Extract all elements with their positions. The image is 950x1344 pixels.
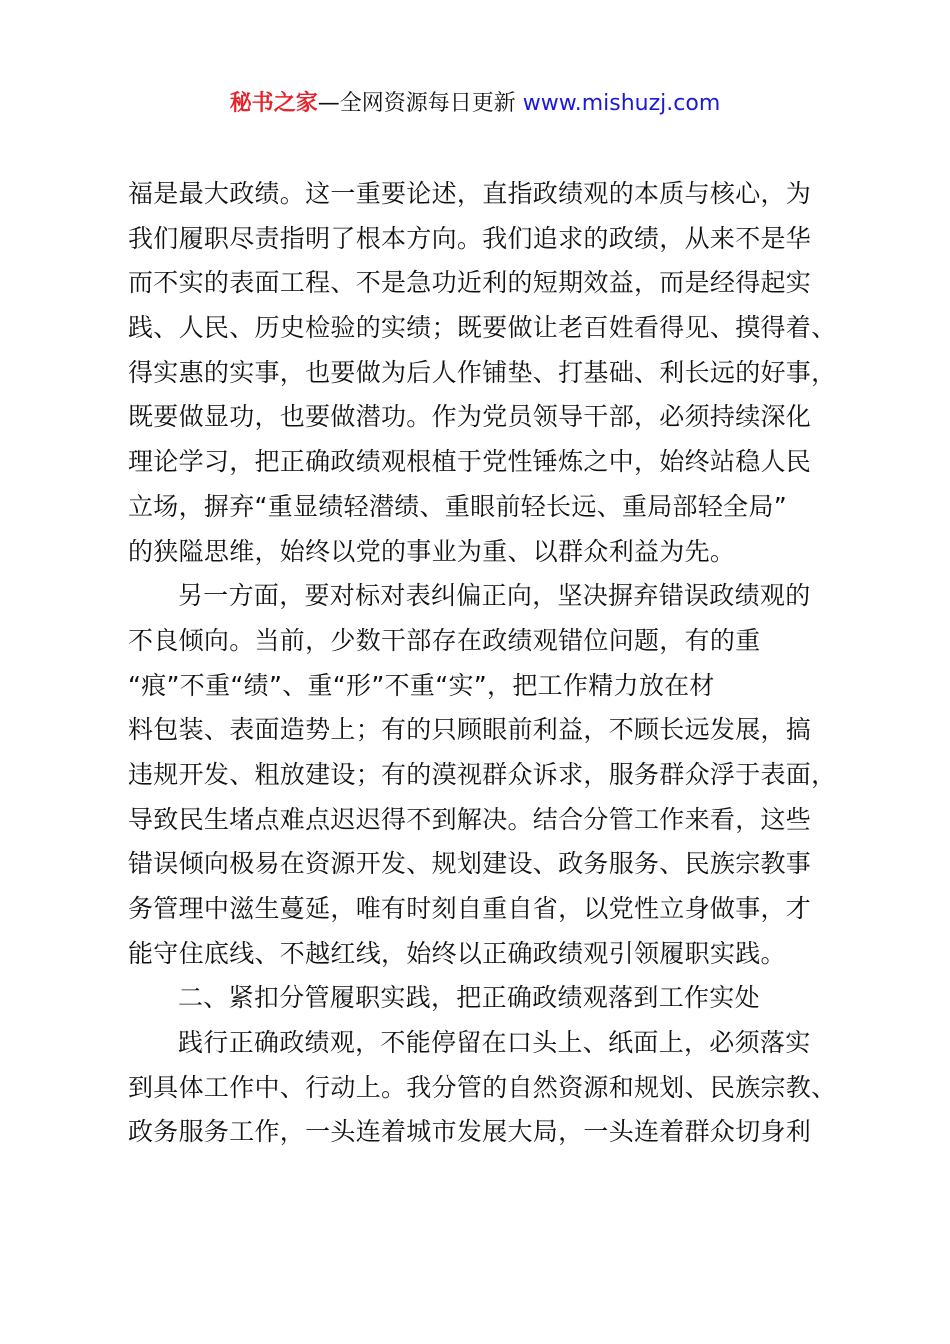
text-line: 务管理中滋生蔓延，唯有时刻自重自省，以党性立身做事，才 <box>128 894 812 923</box>
text-line: 错误倾向极易在资源开发、规划建设、政务服务、民族宗教事 <box>128 849 812 879</box>
text-line: 能守住底线、不越红线，始终以正确政绩观引领履职实践。 <box>128 938 786 968</box>
text-line: 既要做显功，也要做潜功。作为党员领导干部，必须持续深化 <box>128 402 812 432</box>
text-line: 导致民生堵点难点迟迟得不到解决。结合分管工作来看，这些 <box>128 804 812 834</box>
text-line: “痕”不重“绩”、重“形”不重“实”，把工作精力放在材 <box>128 670 715 700</box>
text-line: 践、人民、历史检验的实绩；既要做让老百姓看得见、摸得着、 <box>128 313 837 343</box>
document-body <box>128 172 868 1155</box>
brand-name: 秘书之家 <box>229 91 318 116</box>
text-line: 不良倾向。当前，少数干部存在政绩观错位问题，有的重 <box>128 625 761 655</box>
text-line: 政务服务工作，一头连着城市发展大局，一头连着群众切身利 <box>128 1117 812 1147</box>
text-line: 福是最大政绩。这一重要论述，直指政绩观的本质与核心，为 <box>128 179 812 208</box>
text-line: 践行正确政绩观，不能停留在口头上、纸面上，必须落实 <box>178 1028 811 1058</box>
site-url-link[interactable]: www.mishuzj.com <box>522 91 721 116</box>
text-line: 另一方面，要对标对表纠偏正向，坚决摒弃错误政绩观的 <box>178 581 811 611</box>
text-line: 得实惠的实事，也要做为后人作铺垫、打基础、利长远的好事， <box>128 357 837 387</box>
text-line: 的狭隘思维，始终以党的事业为重、以群众利益为先。 <box>128 536 736 566</box>
text-line: 立场，摒弃“重显绩轻潜绩、重眼前轻长远、重局部轻全局” <box>128 491 788 521</box>
header-tagline: —全网资源每日更新 <box>317 91 523 116</box>
text-line: 而不实的表面工程、不是急功近利的短期效益，而是经得起实 <box>128 268 812 298</box>
page-header <box>0 88 950 120</box>
text-line: 料包装、表面造势上；有的只顾眼前利益，不顾长远发展，搞 <box>128 715 812 745</box>
text-line: 到具体工作中、行动上。我分管的自然资源和规划、民族宗教、 <box>128 1072 837 1102</box>
text-line: 违规开发、粗放建设；有的漠视群众诉求，服务群众浮于表面， <box>128 759 837 789</box>
text-line: 二、紧扣分管履职实践，把正确政绩观落到工作实处 <box>178 983 760 1013</box>
text-line: 我们履职尽责指明了根本方向。我们追求的政绩，从来不是华 <box>128 223 812 253</box>
text-line: 理论学习，把正确政绩观根植于党性锤炼之中，始终站稳人民 <box>128 447 812 477</box>
